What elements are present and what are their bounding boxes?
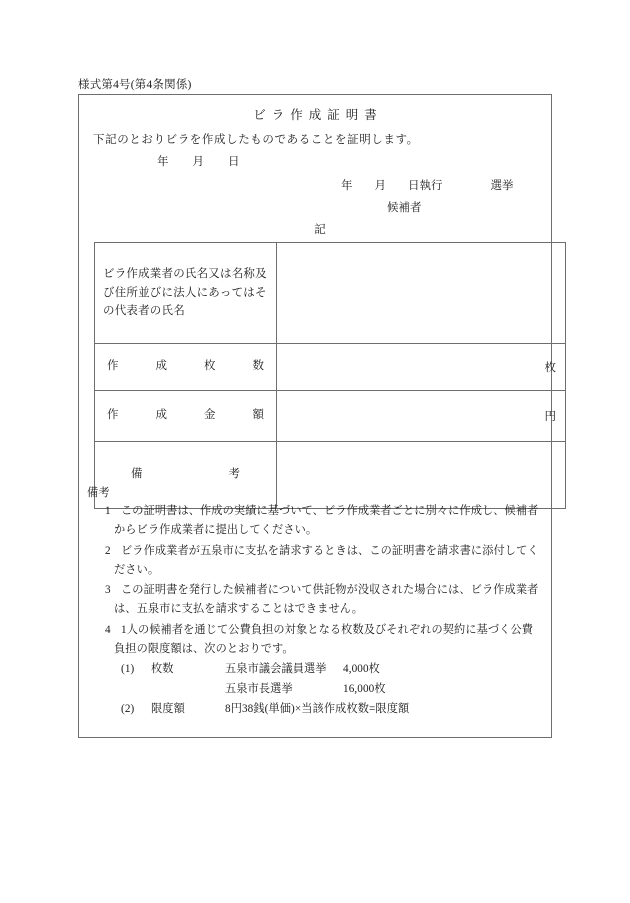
note-number: 2 xyxy=(105,544,111,557)
limit-expression: 8円38銭(単価)×当該作成枚数=限度額 xyxy=(225,703,410,715)
issue-date-day: 日 xyxy=(228,156,240,168)
label-char: 枚 xyxy=(204,360,216,373)
unit-label: 円 xyxy=(544,411,556,423)
note-sub-item-2 xyxy=(121,700,545,720)
row-label-amount xyxy=(95,391,277,442)
label-char: 備 xyxy=(131,468,143,481)
election-label: 選挙 xyxy=(490,180,514,192)
note-line: 負担の限度額は、次のとおりです。 xyxy=(114,642,294,655)
form-number-caption: 様式第4号(第4条関係) xyxy=(78,79,192,91)
note-line: は、五泉市に支払を請求することはできません。 xyxy=(114,603,363,616)
execution-month: 月 xyxy=(374,180,386,192)
row-value-producer-name[interactable] xyxy=(277,243,566,344)
label-char: 作 xyxy=(107,360,119,373)
sub-election-name: 五泉市議会議員選挙 xyxy=(225,663,327,676)
note-item-2 xyxy=(87,542,545,581)
note-line: この証明書を発行した候補者について供託物が没収された場合には、ビラ作成業者 xyxy=(121,584,539,597)
label-char: 作 xyxy=(107,409,119,422)
sub-label: 限度額 xyxy=(151,703,185,715)
note-item-4 xyxy=(87,621,545,720)
label-char: 数 xyxy=(252,360,264,373)
label-char: 成 xyxy=(155,409,167,422)
election-execution-line xyxy=(341,177,514,193)
sub-amount: 16,000枚 xyxy=(343,683,386,696)
note-item-1 xyxy=(87,502,545,541)
sub-number: (2) xyxy=(121,703,135,715)
note-line: 1人の候補者を通じて公費負担の対象となる枚数及びそれぞれの契約に基づく公費 xyxy=(121,623,534,636)
table-row xyxy=(95,243,566,344)
note-number: 4 xyxy=(105,623,111,636)
notes-heading: 備考 xyxy=(87,487,110,499)
note-number: 1 xyxy=(105,505,111,517)
table-row xyxy=(95,344,566,391)
label-char: 金 xyxy=(204,409,216,422)
table-row xyxy=(95,391,566,442)
row-value-sheet-count[interactable] xyxy=(277,344,566,391)
certificate-table xyxy=(94,242,566,509)
issue-date-year: 年 xyxy=(157,156,169,168)
note-line: ださい。 xyxy=(114,563,160,576)
candidate-label: 候補者 xyxy=(387,202,422,214)
sub-election-name: 五泉市長選挙 xyxy=(225,683,293,696)
note-item-3 xyxy=(87,581,545,620)
label-char: 額 xyxy=(252,409,264,422)
page-title: ビラ作成証明書 xyxy=(253,108,383,122)
note-line: からビラ作成業者に提出してください。 xyxy=(114,524,318,537)
note-sub-list xyxy=(121,660,545,720)
issue-date-month: 月 xyxy=(192,156,204,168)
execution-day: 日執行 xyxy=(408,180,443,192)
sub-amount: 4,000枚 xyxy=(343,663,380,676)
label-char: 考 xyxy=(228,468,240,481)
row-label-producer-name: ビラ作成業者の氏名又は名称及び住所並びに法人にあってはその代表者の氏名 xyxy=(95,243,277,344)
label-char: 成 xyxy=(155,360,167,373)
ki-mark: 記 xyxy=(314,224,326,236)
certificate-outer-box xyxy=(78,94,556,738)
unit-label: 枚 xyxy=(544,362,556,374)
note-sub-item-1-continued xyxy=(121,680,545,700)
row-value-amount[interactable] xyxy=(277,391,566,442)
note-sub-item-1 xyxy=(121,660,545,680)
row-label-sheet-count xyxy=(95,344,277,391)
notes-section xyxy=(87,484,545,721)
execution-year: 年 xyxy=(341,180,353,192)
note-number: 3 xyxy=(105,584,111,597)
sub-label: 枚数 xyxy=(151,663,174,676)
note-line: ビラ作成業者が五泉市に支払を請求するときは、この証明書を請求書に添付してく xyxy=(121,544,539,557)
note-line: この証明書は、作成の実績に基づいて、ビラ作成業者ごとに別々に作成し、候補者 xyxy=(121,505,539,517)
intro-statement: 下記のとおりビラを作成したものであることを証明します。 xyxy=(93,134,419,146)
issue-date-line xyxy=(157,153,240,169)
sub-number: (1) xyxy=(121,663,135,676)
